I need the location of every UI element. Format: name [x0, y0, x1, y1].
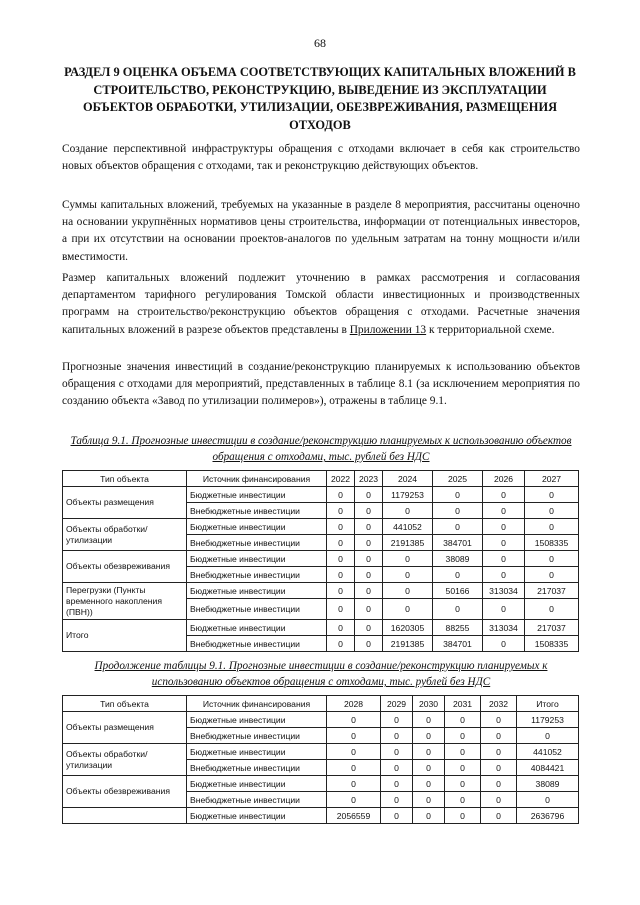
funding-source-cell: Внебюджетные инвестиции [187, 636, 327, 652]
value-cell: 384701 [433, 636, 483, 652]
value-cell: 0 [525, 599, 579, 620]
column-header: 2032 [481, 696, 517, 712]
table-row [63, 712, 579, 728]
table-row [63, 620, 579, 636]
funding-source-cell: Бюджетные инвестиции [187, 808, 327, 824]
table-header-row [63, 696, 579, 712]
funding-source-cell: Бюджетные инвестиции [187, 712, 327, 728]
appendix-link[interactable]: Приложении 13 [349, 323, 427, 336]
value-cell: 0 [327, 636, 355, 652]
section-heading: РАЗДЕЛ 9 ОЦЕНКА ОБЪЕМА СООТВЕТСТВУЮЩИХ КАПИТАЛЬНЫХ ВЛОЖЕНИЙ В СТРОИТЕЛЬСТВО, РЕКОНСТРУКЦИЮ, ВЫВЕДЕНИЕ ИЗ ЭКСПЛУАТАЦИИ ОБЪЕКТОВ ОБРАБОТКИ, УТИЛИЗАЦИИ, ОБЕЗВРЕЖИВАНИЯ, РАЗМЕЩЕНИЯ ОТХОДОВ [64, 65, 576, 132]
value-cell: 0 [413, 712, 445, 728]
funding-source-cell: Внебюджетные инвестиции [187, 599, 327, 620]
value-cell: 0 [445, 792, 481, 808]
funding-source-cell: Внебюджетные инвестиции [187, 760, 327, 776]
column-header: 2031 [445, 696, 481, 712]
funding-source-cell: Бюджетные инвестиции [187, 620, 327, 636]
table-row [63, 487, 579, 503]
table-header-row [63, 471, 579, 487]
value-cell: 0 [517, 792, 579, 808]
paragraph-1: Создание перспективной инфраструктуры обращения с отходами включает в себя как строительство новых объектов обращения с отходами, так и реконструкцию действующих объектов. [62, 143, 580, 173]
value-cell: 0 [445, 808, 481, 824]
value-cell: 0 [327, 535, 355, 551]
value-cell: 0 [355, 551, 383, 567]
value-cell: 0 [525, 551, 579, 567]
value-cell: 0 [381, 712, 413, 728]
paragraph-4: Прогнозные значения инвестиций в создание/реконструкцию планируемых к использованию объектов обращения с отходами для мероприятий, представленных в таблице 8.1 (за исключением мероприятия по созданию объекта «Завод по утилизации полимеров»), отражены в таблице 9.1. [62, 361, 580, 408]
value-cell: 0 [381, 792, 413, 808]
funding-source-cell: Внебюджетные инвестиции [187, 792, 327, 808]
value-cell: 0 [483, 551, 525, 567]
funding-source-cell: Внебюджетные инвестиции [187, 567, 327, 583]
value-cell: 217037 [525, 620, 579, 636]
value-cell: 0 [483, 519, 525, 535]
investment-table-continuation [62, 695, 579, 824]
value-cell: 0 [481, 760, 517, 776]
column-header: 2025 [433, 471, 483, 487]
value-cell: 0 [517, 728, 579, 744]
value-cell: 0 [483, 535, 525, 551]
value-cell: 4084421 [517, 760, 579, 776]
value-cell: 0 [327, 712, 381, 728]
value-cell: 0 [413, 744, 445, 760]
value-cell: 0 [483, 503, 525, 519]
value-cell: 0 [355, 503, 383, 519]
value-cell: 0 [327, 567, 355, 583]
page-number: 68 [314, 36, 326, 50]
column-header: Тип объекта [63, 471, 187, 487]
value-cell: 0 [327, 620, 355, 636]
table-caption: Таблица 9.1. Прогнозные инвестиции в создание/реконструкцию планируемых к использованию объектов обращения с отходами, тыс. рублей без НДС [70, 435, 572, 463]
value-cell: 0 [383, 583, 433, 599]
value-cell: 441052 [383, 519, 433, 535]
value-cell: 0 [355, 583, 383, 599]
value-cell: 441052 [517, 744, 579, 760]
value-cell: 0 [481, 728, 517, 744]
value-cell: 0 [525, 567, 579, 583]
value-cell: 0 [355, 487, 383, 503]
value-cell: 0 [327, 792, 381, 808]
value-cell: 0 [481, 808, 517, 824]
object-type-cell: Перегрузки (Пункты временного накопления (ПВН)) [63, 583, 187, 620]
value-cell: 0 [355, 599, 383, 620]
value-cell: 313034 [483, 583, 525, 599]
table-continuation-caption: Продолжение таблицы 9.1. Прогнозные инвестиции в создание/реконструкцию планируемых к использованию объектов обращения с отходами, тыс. рублей без НДС [94, 660, 548, 688]
funding-source-cell: Бюджетные инвестиции [187, 551, 327, 567]
object-type-cell: Итого [63, 620, 187, 652]
funding-source-cell: Бюджетные инвестиции [187, 519, 327, 535]
value-cell: 0 [481, 712, 517, 728]
value-cell: 384701 [433, 535, 483, 551]
value-cell: 313034 [483, 620, 525, 636]
value-cell: 0 [481, 776, 517, 792]
value-cell: 0 [327, 728, 381, 744]
table-row [63, 808, 579, 824]
value-cell: 0 [327, 503, 355, 519]
funding-source-cell: Внебюджетные инвестиции [187, 728, 327, 744]
value-cell: 0 [433, 503, 483, 519]
column-header: Источник финансирования [187, 471, 327, 487]
column-header: 2023 [355, 471, 383, 487]
table-row [63, 519, 579, 535]
column-header: Итого [517, 696, 579, 712]
column-header: 2029 [381, 696, 413, 712]
value-cell: 0 [355, 567, 383, 583]
value-cell: 0 [381, 808, 413, 824]
value-cell: 2636796 [517, 808, 579, 824]
value-cell: 38089 [433, 551, 483, 567]
value-cell: 2056559 [327, 808, 381, 824]
value-cell: 38089 [517, 776, 579, 792]
table-row [63, 551, 579, 567]
column-header: 2030 [413, 696, 445, 712]
paragraph-3-text: Размер капитальных вложений подлежит уточнению в рамках рассмотрения и согласования департаментом тарифного регулирования Томской области инвестиционных и производственных программ на строительство/реконструкцию объектов обращения с отходами. Расчетные значения капитальных вложений в разрезе объектов представлены в [62, 272, 580, 336]
column-header: 2028 [327, 696, 381, 712]
value-cell: 0 [483, 599, 525, 620]
value-cell: 0 [327, 599, 355, 620]
value-cell: 0 [327, 487, 355, 503]
table-row [63, 744, 579, 760]
investment-table [62, 470, 579, 652]
value-cell: 0 [413, 728, 445, 744]
value-cell: 1508335 [525, 535, 579, 551]
funding-source-cell: Внебюджетные инвестиции [187, 503, 327, 519]
value-cell: 0 [327, 583, 355, 599]
funding-source-cell: Бюджетные инвестиции [187, 776, 327, 792]
value-cell: 0 [483, 567, 525, 583]
value-cell: 0 [445, 776, 481, 792]
table-row [63, 583, 579, 599]
value-cell: 1620305 [383, 620, 433, 636]
value-cell: 0 [355, 535, 383, 551]
value-cell: 0 [327, 551, 355, 567]
value-cell: 0 [327, 760, 381, 776]
value-cell: 0 [445, 728, 481, 744]
value-cell: 0 [383, 599, 433, 620]
object-type-cell [63, 808, 187, 824]
column-header: 2022 [327, 471, 355, 487]
value-cell: 0 [433, 599, 483, 620]
value-cell: 1508335 [525, 636, 579, 652]
value-cell: 0 [381, 776, 413, 792]
value-cell: 50166 [433, 583, 483, 599]
paragraph-2: Суммы капитальных вложений, требуемых на указанные в разделе 8 мероприятия, рассчитаны оценочно на основании укрупнённых нормативов цены строительства, информации от потенциальных инвесторов, а при их отсутствии на основании проектов-аналогов по удельным затратам на тонну мощности и/или вместимости. [62, 199, 580, 263]
object-type-cell: Объекты обработки/ утилизации [63, 519, 187, 551]
funding-source-cell: Бюджетные инвестиции [187, 487, 327, 503]
value-cell: 0 [433, 487, 483, 503]
value-cell: 0 [413, 792, 445, 808]
value-cell: 0 [525, 487, 579, 503]
value-cell: 0 [413, 760, 445, 776]
paragraph-3-tail: к территориальной схеме. [426, 323, 555, 336]
funding-source-cell: Бюджетные инвестиции [187, 583, 327, 599]
value-cell: 0 [413, 808, 445, 824]
value-cell: 0 [445, 744, 481, 760]
value-cell: 0 [383, 551, 433, 567]
value-cell: 0 [355, 519, 383, 535]
value-cell: 0 [483, 636, 525, 652]
value-cell: 0 [413, 776, 445, 792]
value-cell: 0 [327, 519, 355, 535]
paragraph-3 [62, 270, 580, 339]
value-cell: 0 [525, 519, 579, 535]
value-cell: 0 [383, 567, 433, 583]
value-cell: 0 [327, 776, 381, 792]
value-cell: 0 [481, 744, 517, 760]
column-header: 2024 [383, 471, 433, 487]
value-cell: 0 [483, 487, 525, 503]
value-cell: 0 [383, 503, 433, 519]
value-cell: 0 [355, 620, 383, 636]
value-cell: 0 [433, 519, 483, 535]
value-cell: 88255 [433, 620, 483, 636]
object-type-cell: Объекты размещения [63, 712, 187, 744]
column-header: 2027 [525, 471, 579, 487]
value-cell: 2191385 [383, 535, 433, 551]
value-cell: 2191385 [383, 636, 433, 652]
table-row [63, 776, 579, 792]
value-cell: 0 [381, 760, 413, 776]
object-type-cell: Объекты обезвреживания [63, 551, 187, 583]
value-cell: 217037 [525, 583, 579, 599]
column-header: Тип объекта [63, 696, 187, 712]
value-cell: 0 [355, 636, 383, 652]
value-cell: 0 [381, 744, 413, 760]
value-cell: 0 [327, 744, 381, 760]
column-header: 2026 [483, 471, 525, 487]
funding-source-cell: Бюджетные инвестиции [187, 744, 327, 760]
value-cell: 1179253 [383, 487, 433, 503]
value-cell: 0 [525, 503, 579, 519]
value-cell: 1179253 [517, 712, 579, 728]
value-cell: 0 [445, 712, 481, 728]
funding-source-cell: Внебюджетные инвестиции [187, 535, 327, 551]
column-header: Источник финансирования [187, 696, 327, 712]
object-type-cell: Объекты обезвреживания [63, 776, 187, 808]
object-type-cell: Объекты обработки/ утилизации [63, 744, 187, 776]
value-cell: 0 [445, 760, 481, 776]
object-type-cell: Объекты размещения [63, 487, 187, 519]
value-cell: 0 [381, 728, 413, 744]
value-cell: 0 [481, 792, 517, 808]
value-cell: 0 [433, 567, 483, 583]
